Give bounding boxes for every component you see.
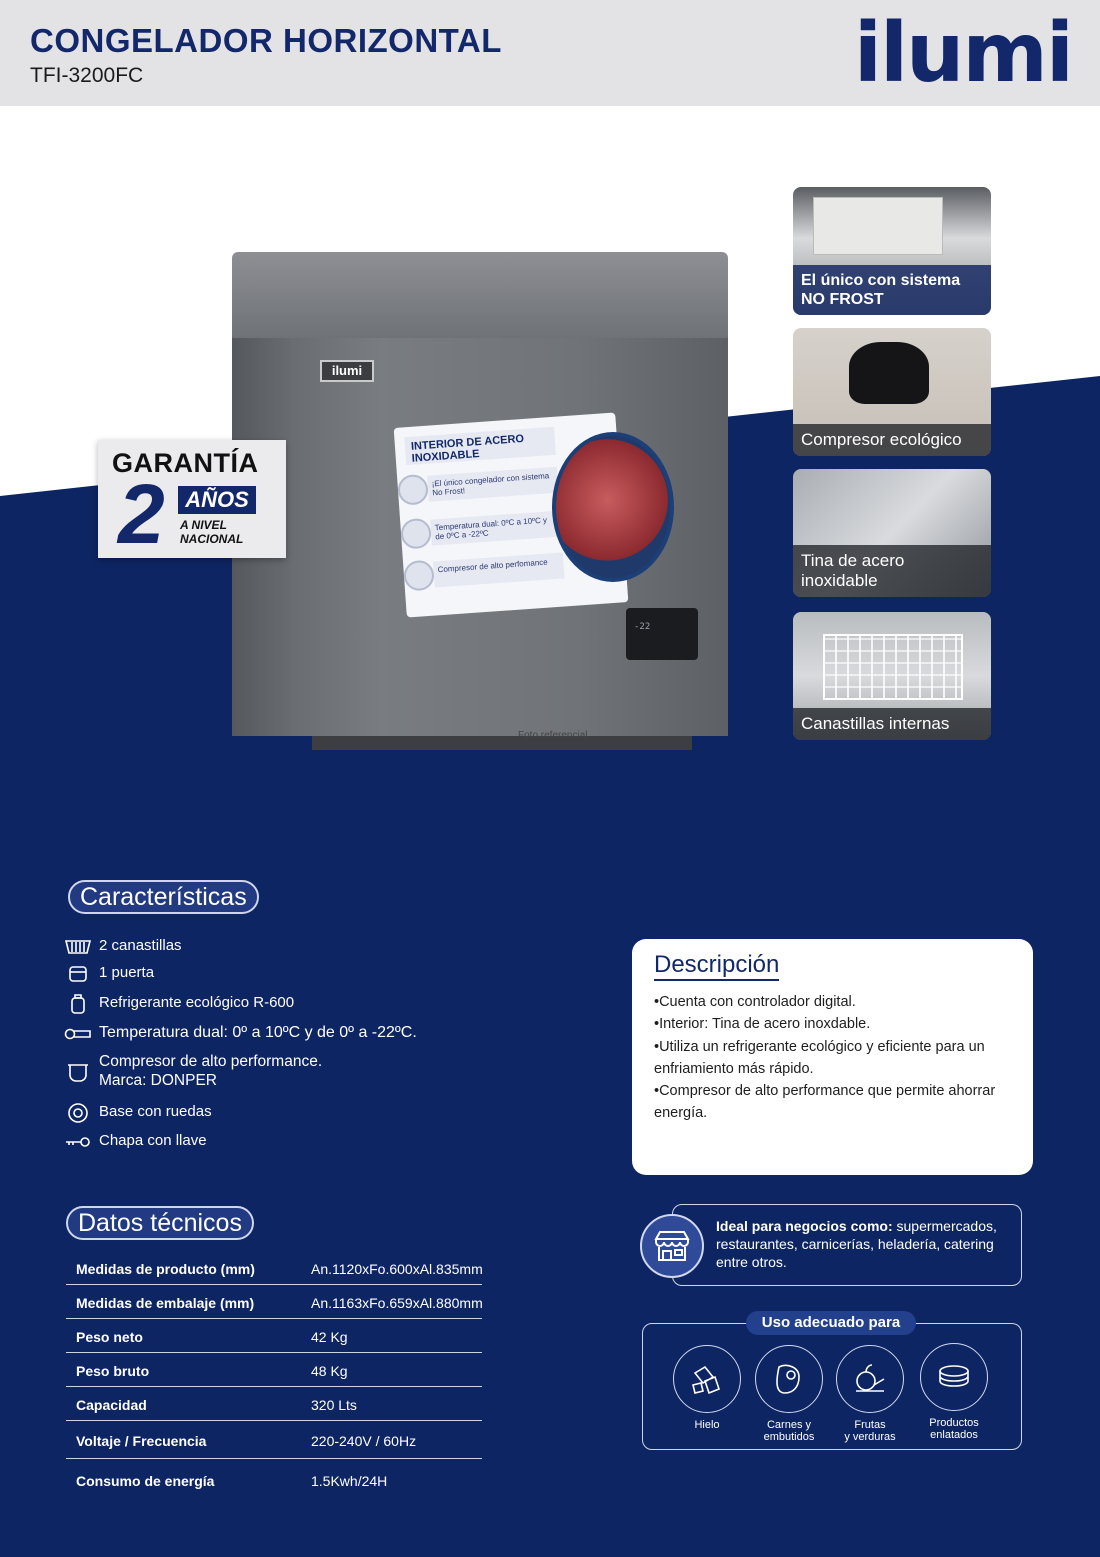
digital-control-panel: -22 — [626, 608, 698, 660]
meat-icon — [755, 1345, 823, 1413]
feature-item — [64, 937, 182, 957]
ideal-business-bold: Ideal para negocios como: — [716, 1218, 893, 1234]
caracteristicas-title: Características — [68, 880, 259, 914]
basket-icon — [64, 937, 92, 957]
uso-label: Frutas — [854, 1419, 886, 1431]
table-row — [66, 1285, 482, 1319]
ideal-business-box — [672, 1204, 1022, 1286]
compressor-icon — [64, 1062, 92, 1082]
uso-item-carnes — [749, 1345, 829, 1443]
spec-value: 42 Kg — [311, 1329, 348, 1345]
thermometer-icon — [64, 1024, 92, 1044]
table-row — [66, 1459, 482, 1499]
spec-label: Peso bruto — [76, 1363, 150, 1379]
fan-unit-image — [813, 197, 943, 255]
descripcion-line: •Utiliza un refrigerante ecológico y eficiente para un enfriamiento más rápido. — [654, 1038, 985, 1077]
spec-label: Peso neto — [76, 1329, 143, 1345]
warranty-years: AÑOS — [178, 486, 256, 514]
header — [0, 0, 1100, 106]
freezer-base — [312, 736, 692, 750]
feature-item — [64, 1052, 322, 1090]
uso-label-2: y verduras — [844, 1431, 896, 1443]
photo-caption: Foto referencial — [518, 730, 588, 741]
uso-label: Hielo — [694, 1419, 720, 1431]
uso-label: Carnes y — [766, 1419, 812, 1431]
spec-value: An.1120xFo.600xAl.835mm — [311, 1261, 483, 1277]
thumbnail-baskets — [793, 612, 991, 740]
feature-text: Chapa con llave — [99, 1132, 207, 1149]
ideal-business-list: supermercados, restaurantes, carnicerías, heladería, catering entre otros. — [716, 1218, 997, 1270]
descripcion-line: •Cuenta con controlador digital. — [654, 994, 856, 1010]
feature-text: Compresor de alto performance. — [99, 1053, 323, 1070]
uso-label-2: enlatados — [930, 1429, 978, 1441]
spec-label: Medidas de embalaje (mm) — [76, 1295, 255, 1311]
thumbnail-caption: Canastillas internas — [793, 708, 991, 740]
spec-value: 220-240V / 60Hz — [311, 1433, 417, 1449]
compressor-icon — [403, 560, 435, 592]
spec-label: Capacidad — [76, 1397, 147, 1413]
warranty-number: 2 — [118, 467, 165, 561]
snowflake-icon — [397, 474, 429, 506]
sticker-header: INTERIOR DE ACERO INOXIDABLE — [404, 427, 556, 465]
feature-text: Temperatura dual: 0º a 10ºC y de 0º a -22ºC. — [99, 1024, 417, 1041]
warranty-title: GARANTÍA — [112, 448, 259, 478]
feature-item — [64, 994, 294, 1014]
datos-tecnicos-title: Datos técnicos — [66, 1206, 254, 1240]
feature-item — [64, 1132, 207, 1152]
fruit-icon — [836, 1345, 904, 1413]
feature-text: Base con ruedas — [99, 1103, 212, 1120]
door-icon — [64, 964, 92, 984]
ideal-business-text — [716, 1217, 1016, 1271]
descripcion-body — [654, 991, 1014, 1125]
uso-item-hielo — [667, 1345, 747, 1431]
warranty-badge — [98, 440, 286, 561]
spec-value: 1.5Kwh/24H — [311, 1473, 388, 1489]
spec-label: Consumo de energía — [76, 1473, 215, 1489]
uso-item-enlatados — [914, 1343, 994, 1441]
spec-label: Voltaje / Frecuencia — [76, 1433, 207, 1449]
sticker-line-3: Compresor de alto perfomance — [433, 552, 564, 587]
thumbnail-compressor — [793, 328, 991, 456]
can-icon — [920, 1343, 988, 1411]
ice-icon — [673, 1345, 741, 1413]
descripcion-line: •Compresor de alto performance que permite ahorrar energía. — [654, 1083, 996, 1122]
tech-specs-table — [66, 1251, 482, 1499]
spec-label: Medidas de producto (mm) — [76, 1261, 255, 1277]
thumbnail-steel-tub — [793, 469, 991, 597]
feature-item — [64, 964, 154, 984]
spec-value: 320 Lts — [311, 1397, 357, 1413]
uso-label-2: embutidos — [763, 1431, 815, 1443]
store-icon — [640, 1214, 704, 1278]
eco-refrigerant-icon — [64, 994, 92, 1014]
feature-text: 1 puerta — [99, 964, 155, 981]
wheel-icon — [64, 1103, 92, 1123]
descripcion-title: Descripción — [654, 951, 779, 981]
brand-logo: ilumi — [853, 6, 1072, 101]
feature-text-2: Marca: DONPER — [99, 1072, 217, 1089]
page-title: CONGELADOR HORIZONTAL — [30, 22, 502, 59]
table-row — [66, 1251, 482, 1285]
feature-item — [64, 1024, 417, 1044]
basket-image — [823, 634, 963, 700]
table-row — [66, 1387, 482, 1421]
descripcion-card — [632, 939, 1033, 1175]
thermometer-icon — [400, 518, 432, 550]
descripcion-line: •Interior: Tina de acero inoxdable. — [654, 1016, 871, 1033]
table-row — [66, 1353, 482, 1387]
model-number: TFI-3200FC — [30, 64, 144, 87]
uso-label: Productos — [929, 1417, 979, 1429]
table-row — [66, 1319, 482, 1353]
warranty-subtitle: A NIVEL NACIONAL — [180, 518, 244, 546]
thumbnail-caption: El único con sistema NO FROST — [793, 265, 991, 315]
spec-value: 48 Kg — [311, 1363, 348, 1379]
key-icon — [64, 1132, 92, 1152]
thumbnail-caption: Compresor ecológico — [793, 424, 991, 456]
freezer-photo — [232, 252, 728, 752]
freezer-lid — [232, 252, 728, 338]
feature-text: Refrigerante ecológico R-600 — [99, 994, 295, 1011]
thumbnail-no-frost — [793, 187, 991, 315]
spec-value: An.1163xFo.659xAl.880mm — [311, 1295, 483, 1311]
freezer-logo: ilumi — [320, 360, 374, 382]
meat-image — [552, 432, 674, 582]
sticker-line-2: Temperatura dual: 0ºC a 10ºC y de 0ºC a -22ºC — [430, 511, 561, 546]
sticker-line-1: ¡El único congelador con sistema No Frost! — [427, 467, 558, 502]
uso-item-frutas — [830, 1345, 910, 1443]
feature-text: 2 canastillas — [99, 937, 182, 954]
uso-adecuado-title: Uso adecuado para — [746, 1311, 916, 1335]
table-row — [66, 1421, 482, 1459]
compressor-image — [849, 342, 929, 404]
thumbnail-caption: Tina de acero inoxidable — [793, 545, 991, 597]
feature-item — [64, 1103, 212, 1123]
